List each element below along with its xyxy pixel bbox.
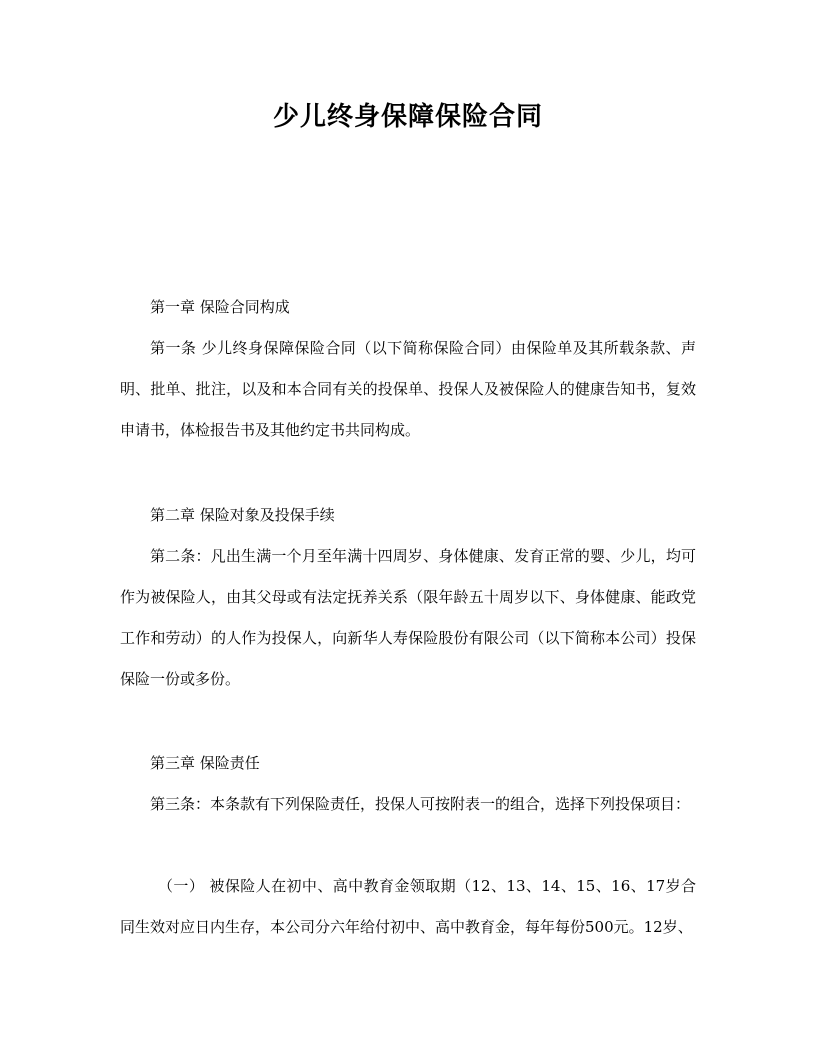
article-3-item-1: （一） 被保险人在初中、高中教育金领取期（12、13、14、15、16、17岁合同生效对应日内生存，本公司分六年给付初中、高中教育金，每年每份500元。12岁、 [120,877,696,936]
article-2-paragraph: 第二条：凡出生满一个月至年满十四周岁、身体健康、发育正常的婴、少儿，均可作为被保险人，由其父母或有法定抚养关系（限年龄五十周岁以下、身体健康、能政党工作和劳动）的人作为投保人，向新华人寿保险股份有限公司（以下简称本公司）投保保险一份或多份。 [120,547,696,688]
chapter-2-heading: 第二章 保险对象及投保手续 [150,506,335,524]
document-title: 少儿终身保障保险合同 [272,102,543,132]
chapter-3-heading: 第三章 保险责任 [150,754,260,772]
article-3-paragraph: 第三条：本条款有下列保险责任，投保人可按附表一的组合，选择下列投保项目： [150,795,691,813]
chapter-1-heading: 第一章 保险合同构成 [150,298,290,316]
article-1-paragraph: 第一条 少儿终身保障保险合同（以下简称保险合同）由保险单及其所载条款、声明、批单、批注，以及和本合同有关的投保单、投保人及被保险人的健康告知书，复效申请书，体检报告书及其他约定书共同构成。 [120,339,696,439]
